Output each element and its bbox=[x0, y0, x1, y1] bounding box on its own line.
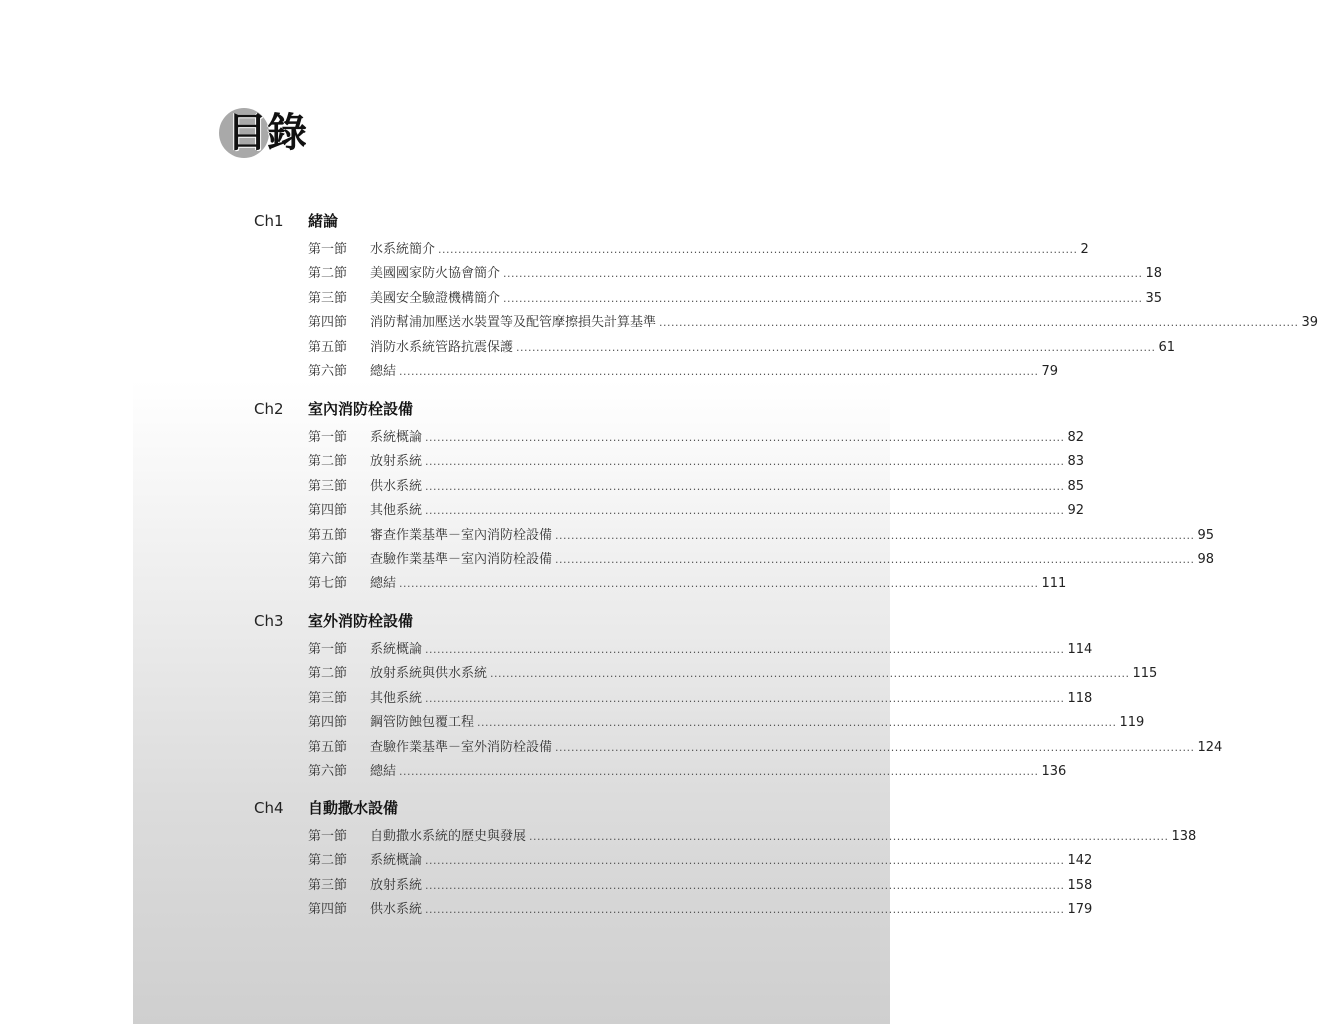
toc-entry bbox=[308, 827, 1197, 847]
section-title: 水系統簡介 bbox=[370, 242, 436, 257]
page-number: 119 bbox=[1119, 715, 1145, 731]
chapter-title: 自動撒水設備 bbox=[308, 799, 399, 817]
dot-leader: ................................................................................................................................................................ bbox=[399, 577, 1039, 591]
dot-leader: ................................................................................................................................................................ bbox=[555, 528, 1195, 542]
toc-entry bbox=[308, 900, 1093, 920]
section-title: 供水系統 bbox=[370, 902, 423, 918]
section-title: 總結 bbox=[370, 364, 397, 379]
dot-leader: ................................................................................................................................................................ bbox=[503, 267, 1143, 281]
dot-leader: ................................................................................................................................................................ bbox=[425, 431, 1065, 444]
section-number: 第二節 bbox=[308, 666, 348, 682]
page-number: 136 bbox=[1041, 764, 1067, 779]
dot-leader: ................................................................................................................................................................ bbox=[555, 553, 1195, 566]
page-number: 115 bbox=[1132, 666, 1158, 682]
section-number: 第三節 bbox=[308, 690, 348, 706]
section-title: 供水系統 bbox=[370, 478, 423, 494]
section-number: 第三節 bbox=[308, 478, 348, 494]
page-number: 138 bbox=[1171, 829, 1197, 844]
section-title: 查驗作業基準－室內消防栓設備 bbox=[370, 552, 553, 567]
toc-entry bbox=[308, 876, 1093, 896]
toc-entry bbox=[308, 640, 1093, 660]
section-number: 第三節 bbox=[308, 290, 348, 306]
toc-entry bbox=[308, 501, 1085, 521]
page-number: 124 bbox=[1197, 739, 1223, 755]
toc-entry bbox=[308, 240, 1089, 260]
section-title: 系統概論 bbox=[370, 853, 423, 869]
section-number: 第二節 bbox=[308, 853, 348, 869]
section-title: 審查作業基準－室內消防栓設備 bbox=[370, 527, 553, 543]
toc-entry bbox=[308, 762, 1067, 782]
dot-leader: ................................................................................................................................................................ bbox=[425, 643, 1065, 656]
section-title: 系統概論 bbox=[370, 430, 423, 445]
toc-entry bbox=[308, 851, 1093, 871]
section-number: 第五節 bbox=[308, 339, 348, 355]
dot-leader: ................................................................................................................................................................ bbox=[425, 878, 1065, 892]
section-title: 自動撒水系統的歷史與發展 bbox=[370, 829, 527, 844]
section-title: 消防水系統管路抗震保護 bbox=[370, 339, 514, 355]
section-number: 第六節 bbox=[308, 364, 348, 379]
section-title: 鋼管防蝕包覆工程 bbox=[370, 715, 475, 731]
toc-entry bbox=[308, 738, 1223, 758]
page-number: 39 bbox=[1301, 315, 1318, 331]
dot-leader: ................................................................................................................................................................ bbox=[425, 691, 1065, 705]
page-number: 142 bbox=[1067, 853, 1093, 869]
toc-entry bbox=[308, 526, 1215, 546]
page-number: 35 bbox=[1145, 290, 1163, 306]
section-title: 美國國家防火協會簡介 bbox=[370, 266, 501, 282]
page-number: 98 bbox=[1197, 552, 1215, 567]
section-title: 放射系統 bbox=[370, 454, 423, 470]
page-number: 111 bbox=[1041, 576, 1067, 592]
chapter-number: Ch1 bbox=[254, 212, 284, 230]
page-number: 92 bbox=[1067, 503, 1085, 519]
section-title: 其他系統 bbox=[370, 690, 423, 706]
dot-leader: ................................................................................................................................................................ bbox=[529, 830, 1169, 843]
section-number: 第一節 bbox=[308, 829, 348, 844]
toc-entry bbox=[308, 664, 1158, 684]
chapter-number: Ch4 bbox=[254, 799, 284, 817]
dot-leader: ................................................................................................................................................................ bbox=[399, 365, 1039, 378]
section-number: 第五節 bbox=[308, 739, 348, 755]
section-number: 第四節 bbox=[308, 315, 348, 331]
section-number: 第四節 bbox=[308, 902, 348, 918]
toc-entry bbox=[308, 313, 1318, 333]
section-title: 系統概論 bbox=[370, 642, 423, 657]
section-number: 第一節 bbox=[308, 242, 348, 257]
page-title: 目錄 bbox=[227, 110, 307, 156]
chapter-number: Ch3 bbox=[254, 612, 284, 630]
toc-entry bbox=[308, 689, 1093, 709]
toc-entry bbox=[308, 574, 1067, 594]
page-number: 61 bbox=[1158, 339, 1176, 355]
document-page bbox=[133, 0, 1318, 1024]
toc-entry bbox=[308, 264, 1163, 284]
section-title: 其他系統 bbox=[370, 503, 423, 519]
dot-leader: ................................................................................................................................................................ bbox=[490, 667, 1130, 681]
section-number: 第六節 bbox=[308, 552, 348, 567]
section-number: 第一節 bbox=[308, 642, 348, 657]
chapter-title: 室外消防栓設備 bbox=[308, 612, 414, 630]
section-number: 第二節 bbox=[308, 266, 348, 282]
page-number: 179 bbox=[1067, 902, 1093, 918]
section-number: 第四節 bbox=[308, 503, 348, 519]
section-number: 第六節 bbox=[308, 764, 348, 779]
page-number: 118 bbox=[1067, 690, 1093, 706]
section-title: 查驗作業基準－室外消防栓設備 bbox=[370, 739, 553, 755]
section-number: 第七節 bbox=[308, 576, 348, 592]
dot-leader: ................................................................................................................................................................ bbox=[425, 854, 1065, 868]
section-title: 放射系統 bbox=[370, 877, 423, 893]
dot-leader: ................................................................................................................................................................ bbox=[659, 316, 1299, 330]
chapter-title: 室內消防栓設備 bbox=[308, 400, 414, 418]
dot-leader: ................................................................................................................................................................ bbox=[399, 765, 1039, 778]
page-number: 83 bbox=[1067, 454, 1085, 470]
page-number: 158 bbox=[1067, 877, 1093, 893]
dot-leader: ................................................................................................................................................................ bbox=[425, 479, 1065, 493]
section-title: 美國安全驗證機構簡介 bbox=[370, 290, 501, 306]
chapter-number: Ch2 bbox=[254, 400, 284, 418]
section-title: 消防幫浦加壓送水裝置等及配管摩擦損失計算基準 bbox=[370, 315, 657, 331]
page-number: 18 bbox=[1145, 266, 1163, 282]
dot-leader: ................................................................................................................................................................ bbox=[477, 716, 1117, 730]
section-number: 第一節 bbox=[308, 430, 348, 445]
toc-entry bbox=[308, 362, 1059, 382]
section-number: 第五節 bbox=[308, 527, 348, 543]
section-title: 總結 bbox=[370, 576, 397, 592]
dot-leader: ................................................................................................................................................................ bbox=[503, 291, 1143, 305]
section-title: 總結 bbox=[370, 764, 397, 779]
section-number: 第二節 bbox=[308, 454, 348, 470]
toc-entry bbox=[308, 477, 1085, 497]
dot-leader: ................................................................................................................................................................ bbox=[438, 243, 1078, 256]
toc-entry bbox=[308, 289, 1163, 309]
page-number: 2 bbox=[1080, 242, 1089, 257]
page-number: 114 bbox=[1067, 642, 1093, 657]
section-number: 第四節 bbox=[308, 715, 348, 731]
toc-entry bbox=[308, 338, 1176, 358]
section-number: 第三節 bbox=[308, 877, 348, 893]
page-number: 85 bbox=[1067, 478, 1085, 494]
toc-entry bbox=[308, 428, 1085, 448]
chapter-title: 緒論 bbox=[308, 212, 339, 230]
dot-leader: ................................................................................................................................................................ bbox=[425, 455, 1065, 469]
page-number: 82 bbox=[1067, 430, 1085, 445]
dot-leader: ................................................................................................................................................................ bbox=[425, 504, 1065, 518]
toc-entry bbox=[308, 550, 1215, 570]
section-title: 放射系統與供水系統 bbox=[370, 666, 488, 682]
page-number: 95 bbox=[1197, 527, 1215, 543]
toc-entry bbox=[308, 713, 1145, 733]
dot-leader: ................................................................................................................................................................ bbox=[516, 340, 1156, 354]
toc-heading bbox=[219, 108, 329, 158]
dot-leader: ................................................................................................................................................................ bbox=[555, 740, 1195, 754]
page-number: 79 bbox=[1041, 364, 1059, 379]
dot-leader: ................................................................................................................................................................ bbox=[425, 903, 1065, 917]
toc-entry bbox=[308, 452, 1085, 472]
